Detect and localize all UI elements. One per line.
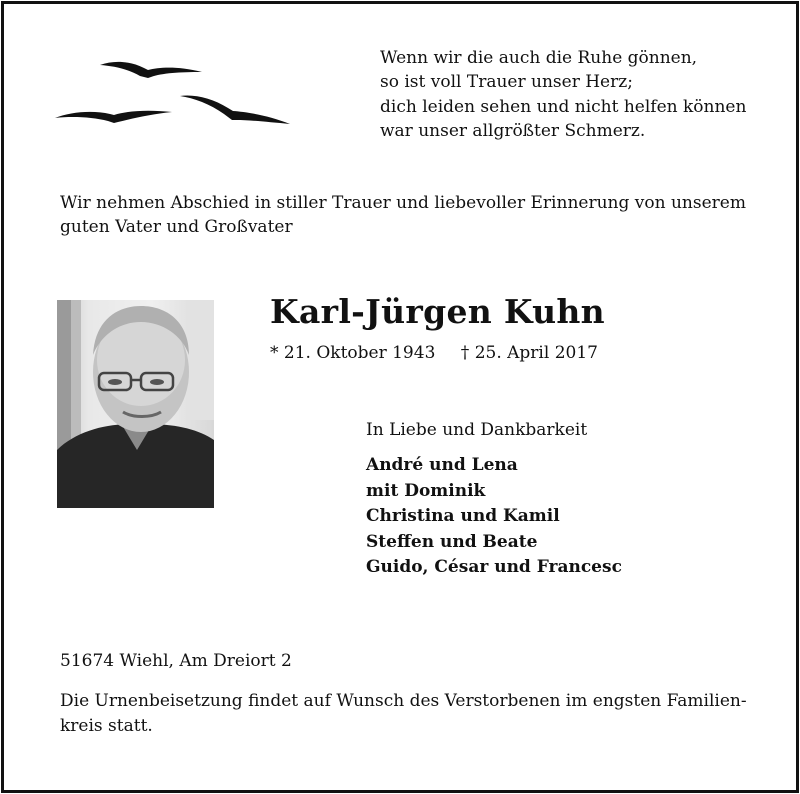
family-list	[366, 453, 622, 581]
portrait-photo	[57, 300, 214, 508]
family-member: Christina und Kamil	[366, 506, 560, 526]
burial-note: Die Urnenbeisetzung findet auf Wunsch des Verstorbenen im engsten Familien- kreis statt.	[60, 691, 747, 736]
family-member: André und Lena	[366, 455, 518, 475]
deceased-name: Karl-Jürgen Kuhn	[270, 292, 605, 331]
birth-date: * 21. Oktober 1943	[270, 343, 436, 363]
death-date: † 25. April 2017	[460, 343, 598, 363]
intro-text: Wir nehmen Abschied in stiller Trauer und liebevoller Erinnerung von unserem guten Vater und Großvater	[60, 193, 746, 237]
family-member: Steffen und Beate	[366, 531, 538, 552]
poem: Wenn wir die auch die Ruhe gönnen, so ist voll Trauer unser Herz; dich leiden sehen und nicht helfen können war unser allgrößter Schmerz.	[380, 48, 747, 141]
family-member: Guido, César und Francesc	[366, 557, 622, 577]
family-member: mit Dominik	[366, 480, 486, 501]
address: 51674 Wiehl, Am Dreiort 2	[60, 651, 292, 671]
thanks-line: In Liebe und Dankbarkeit	[366, 420, 588, 440]
life-dates	[270, 343, 598, 363]
birds-icon	[52, 52, 297, 132]
